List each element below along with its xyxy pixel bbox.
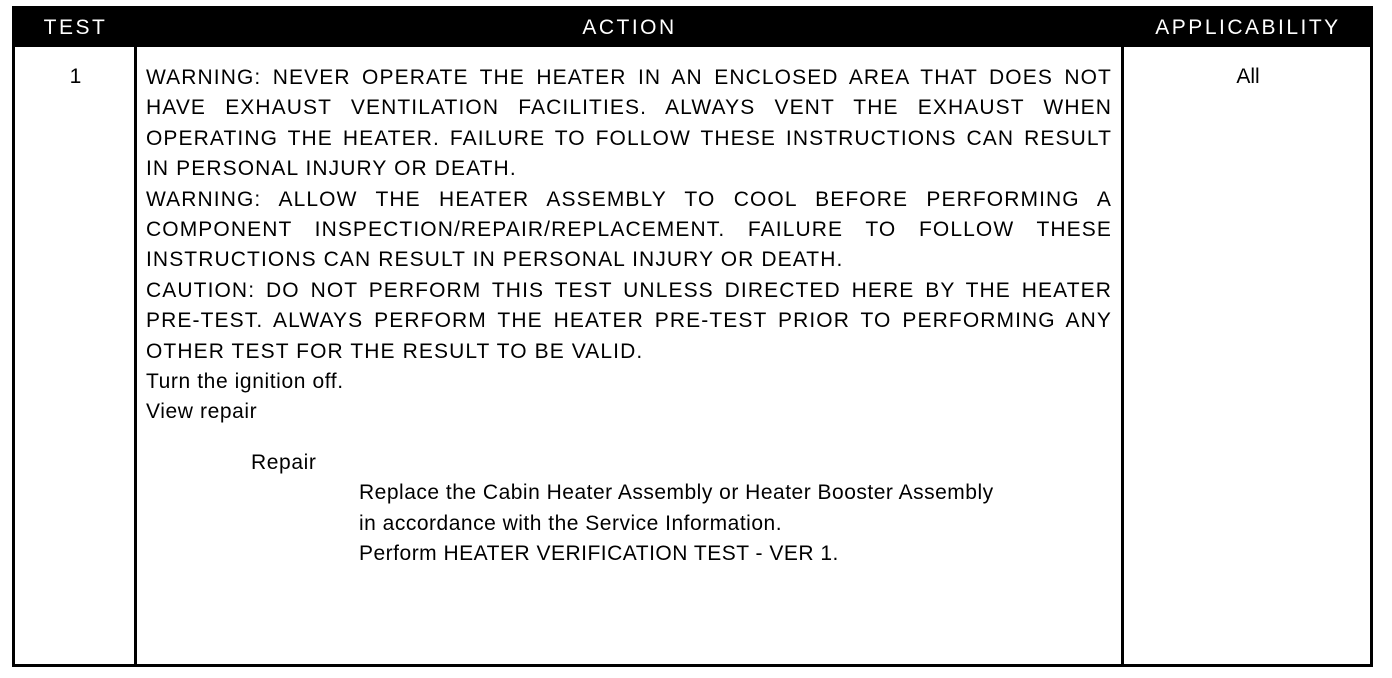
step-turn-ignition-off: Turn the ignition off. — [146, 370, 344, 394]
header-action: ACTION — [582, 16, 677, 39]
header-test: TEST — [43, 16, 108, 39]
header-applicability: APPLICABILITY — [1155, 16, 1341, 39]
warning-exhaust-ventilation: WARNING: NEVER OPERATE THE HEATER IN AN ENCLOSED AREA THAT DOES NOT HAVE EXHAUST VENTILATION FACILITIES. ALWAYS VENT THE EXHAUST WHEN OPERATING THE HEATER. FAILURE TO FOLLOW THESE INSTRUCTIONS CAN RESULT IN PERSONAL INJURY OR DEATH. — [146, 66, 1112, 181]
column-divider-action-applicability — [1121, 9, 1124, 664]
view-repair-label: View repair — [146, 400, 258, 424]
action-cell — [146, 63, 1112, 570]
diagnostic-test-table — [12, 6, 1373, 667]
caution-pre-test: CAUTION: DO NOT PERFORM THIS TEST UNLESS DIRECTED HERE BY THE HEATER PRE-TEST. ALWAYS PERFORM THE HEATER PRE-TEST PRIOR TO PERFORMING ANY OTHER TEST FOR THE RESULT TO BE VALID. — [146, 278, 1112, 363]
test-number-cell: 1 — [69, 65, 82, 88]
repair-step-service-info: in accordance with the Service Information. — [359, 511, 783, 535]
repair-step-verification-test: Perform HEATER VERIFICATION TEST - VER 1. — [359, 542, 839, 566]
column-divider-test-action — [134, 9, 137, 664]
repair-heading: Repair — [251, 450, 317, 474]
warning-heater-cool: WARNING: ALLOW THE HEATER ASSEMBLY TO COOL BEFORE PERFORMING A COMPONENT INSPECTION/REPAIR/REPLACEMENT. FAILURE TO FOLLOW THESE INSTRUCTIONS CAN RESULT IN PERSONAL INJURY OR DEATH. — [146, 187, 1112, 272]
repair-step-replace: Replace the Cabin Heater Assembly or Heater Booster Assembly — [359, 481, 994, 505]
table-header-row — [15, 9, 1370, 47]
applicability-cell: All — [1236, 65, 1260, 88]
